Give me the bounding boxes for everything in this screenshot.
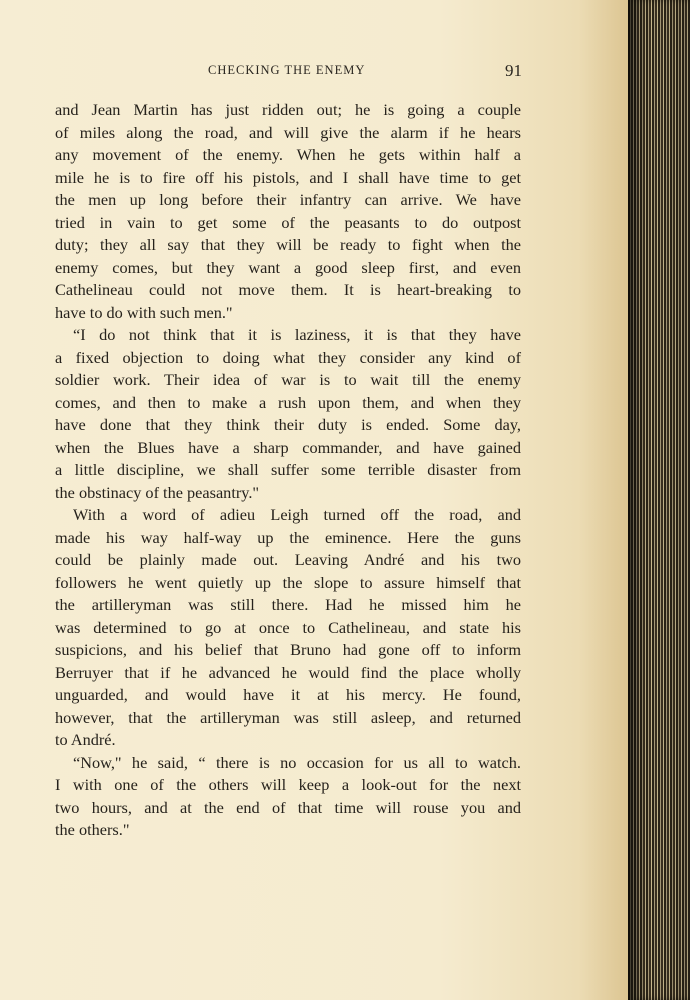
- text-line: unguarded, and would have it at his mercy. He found,: [55, 685, 521, 704]
- text-line: two hours, and at the end of that time will rouse you and: [55, 797, 521, 817]
- text-line: could be plainly made out. Leaving André and his two: [55, 550, 521, 569]
- text-line: With a word of adieu Leigh turned off the road, and: [73, 505, 521, 524]
- page-number: 91: [505, 61, 522, 80]
- text-line: have done that they think their duty is ended. Some day,: [55, 415, 521, 434]
- body-text: [55, 99, 521, 842]
- text-line: of miles along the road, and will give the alarm if he hears: [55, 122, 521, 142]
- text-line: comes, and then to make a rush upon them, and when they: [55, 392, 521, 412]
- text-line: “I do not think that it is laziness, it is that they have: [73, 325, 521, 344]
- text-line: tried in vain to get some of the peasants to do outpost: [55, 212, 521, 232]
- running-head: CHECKING THE ENEMY: [208, 63, 366, 77]
- text-line: any movement of the enemy. When he gets within half a: [55, 145, 521, 164]
- text-line: was determined to go at once to Cathelineau, and state his: [55, 617, 521, 637]
- text-line: have to do with such men.": [55, 302, 233, 322]
- text-line: the others.": [55, 820, 130, 839]
- text-line: suspicions, and his belief that Bruno had gone off to inform: [55, 640, 521, 659]
- text-line: the obstinacy of the peasantry.": [55, 482, 260, 502]
- text-line: I with one of the others will keep a look-out for the next: [55, 775, 521, 794]
- text-line: soldier work. Their idea of war is to wait till the enemy: [55, 370, 521, 389]
- text-line: Cathelineau could not move them. It is heart-breaking to: [55, 280, 521, 299]
- book-edge-shadow: [628, 0, 690, 1000]
- text-line: duty; they all say that they will be ready to fight when the: [55, 235, 521, 254]
- text-line: a little discipline, we shall suffer some terrible disaster from: [55, 460, 521, 479]
- text-line: when the Blues have a sharp commander, and have gained: [55, 437, 521, 457]
- text-line: the men up long before their infantry can arrive. We have: [55, 190, 521, 209]
- text-line: however, that the artilleryman was still asleep, and returned: [55, 707, 521, 727]
- text-line: a fixed objection to doing what they consider any kind of: [55, 347, 521, 367]
- text-line: followers he went quietly up the slope to assure himself that: [55, 572, 521, 592]
- text-line: the artilleryman was still there. Had he missed him he: [55, 595, 521, 614]
- text-line: Berruyer that if he advanced he would find the place wholly: [55, 662, 521, 682]
- text-line: made his way half-way up the eminence. Here the guns: [55, 527, 521, 547]
- text-line: to André.: [55, 730, 116, 749]
- text-line: and Jean Martin has just ridden out; he is going a couple: [55, 100, 521, 119]
- text-line: “Now," he said, “ there is no occasion for us all to watch.: [73, 752, 521, 772]
- text-line: enemy comes, but they want a good sleep first, and even: [55, 257, 521, 277]
- text-line: mile he is to fire off his pistols, and I shall have time to get: [55, 167, 521, 187]
